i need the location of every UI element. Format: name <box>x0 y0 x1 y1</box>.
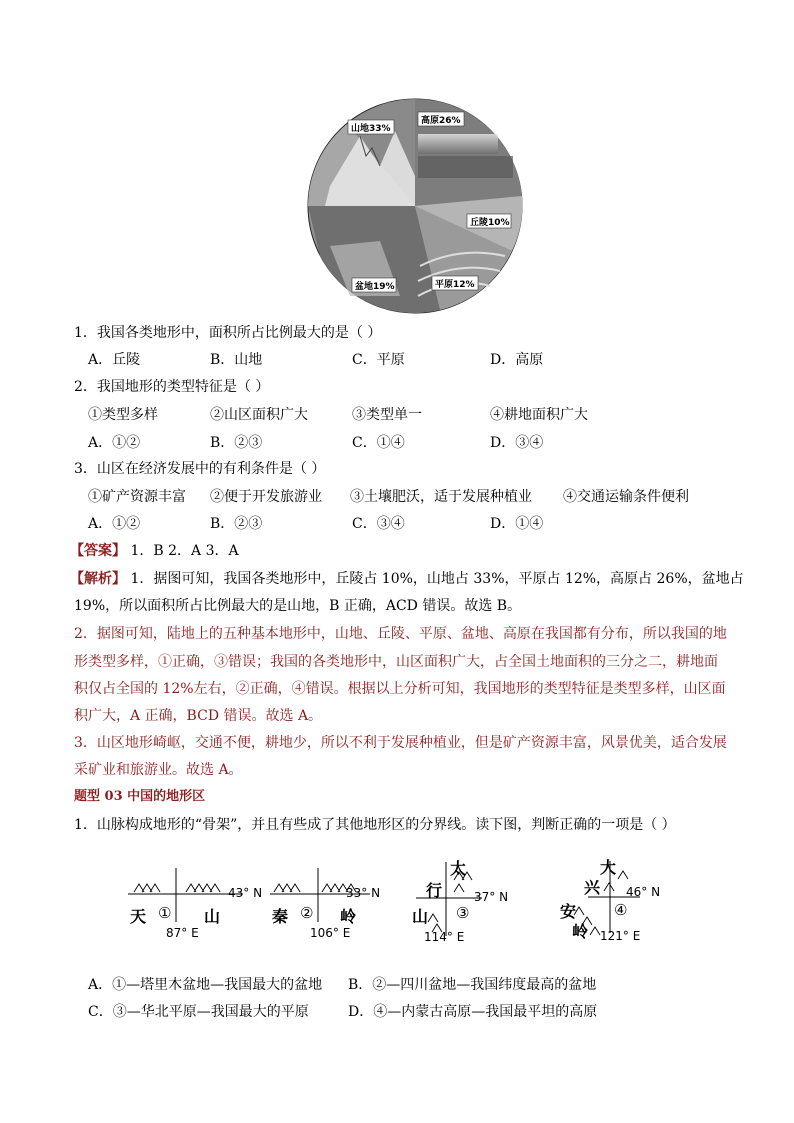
map-tianshan <box>128 862 268 948</box>
analysis-label: 【解析】 <box>70 571 126 587</box>
q2-stem: 2．我国地形的类型特征是（ ） <box>74 379 270 395</box>
map4-char-2: 兴 <box>584 878 601 897</box>
map2-char-1: 秦 <box>272 907 289 926</box>
map4-char-4: 岭 <box>572 922 589 941</box>
q3-item-3: ③土壤肥沃，适于发展种植业 <box>350 489 532 505</box>
q3-item-1: ①矿产资源丰富 <box>88 489 186 505</box>
map-daxinganling <box>560 855 680 947</box>
analysis-p3-line1: 3．山区地形崎岖，交通不便，耕地少，所以不利于发展种植业，但是矿产资源丰富，风景优美，适合发展 <box>74 735 727 751</box>
q3-item-2: ②便于开发旅游业 <box>210 489 322 505</box>
analysis-p2-line3: 积仅占全国的 12%左右，②正确，④错误。根据以上分析可知，我国地形的类型特征是类型多样，山区面 <box>74 681 726 697</box>
q2-option-a[interactable]: A．①② <box>88 435 141 451</box>
answer-line <box>70 540 239 562</box>
q3-stem: 3．山区在经济发展中的有利条件是（ ） <box>74 461 326 477</box>
q3-option-c[interactable]: C．③④ <box>352 516 405 532</box>
section-title: 题型 03 中国的地形区 <box>74 789 206 804</box>
map-qinling <box>270 862 410 948</box>
landform-pie-figure <box>300 96 530 316</box>
pie-label-gaoyuan: 高原26% <box>421 116 461 126</box>
map1-lat: 43° N <box>228 886 263 900</box>
map3-circle: ③ <box>456 904 470 922</box>
analysis-p1-line2: 19%，所以面积所占比例最大的是山地，B 正确，ACD 错误。故选 B。 <box>74 598 522 614</box>
pie-label-shandi: 山地33% <box>351 124 391 134</box>
analysis-line-1 <box>70 568 744 590</box>
map2-char-2: 岭 <box>340 907 357 926</box>
map3-char-2: 行 <box>426 881 443 900</box>
answer-label: 【答案】 <box>70 543 126 559</box>
q1-option-c[interactable]: C．平原 <box>352 352 405 368</box>
q3-option-a[interactable]: A．①② <box>88 516 141 532</box>
q4-stem: 1．山脉构成地形的“骨架”，并且有些成了其他地形区的分界线。读下图，判断正确的一项是（ ） <box>74 817 676 833</box>
q3-option-d[interactable]: D．①④ <box>490 516 544 532</box>
pie-label-pendi: 盆地19% <box>355 282 395 292</box>
q1-option-a[interactable]: A．丘陵 <box>88 352 141 368</box>
map3-lon: 114° E <box>424 930 465 944</box>
q3-option-b[interactable]: B．②③ <box>210 516 263 532</box>
map1-char-2: 山 <box>204 907 221 926</box>
map4-lat: 46° N <box>626 885 661 899</box>
answer-text: 1．B 2．A 3．A <box>130 543 239 559</box>
map2-lat: 33° N <box>346 886 381 900</box>
q2-option-d[interactable]: D．③④ <box>490 435 544 451</box>
q2-item-1: ①类型多样 <box>88 407 158 423</box>
q2-option-c[interactable]: C．①④ <box>352 435 405 451</box>
map3-lat: 37° N <box>474 890 509 904</box>
q4-option-c[interactable]: C．③—华北平原—我国最大的平原 <box>88 1004 309 1020</box>
map4-lon: 121° E <box>600 929 641 943</box>
map2-circle: ② <box>300 904 314 922</box>
analysis-p1-line1: 1．据图可知，我国各类地形中，丘陵占 10%，山地占 33%，平原占 12%，高原占 26%，盆地占 <box>130 571 744 587</box>
map-taihang <box>408 856 528 948</box>
q4-option-b[interactable]: B．②—四川盆地—我国纬度最高的盆地 <box>348 977 597 993</box>
analysis-p2-line2: 形类型多样，①正确，③错误；我国的各类地形中，山区面积广大，占全国土地面积的三分之二，耕地面 <box>74 654 718 670</box>
map4-char-3: 安 <box>560 902 577 921</box>
q1-stem: 1．我国各类地形中，面积所占比例最大的是（ ） <box>74 325 382 341</box>
q3-item-4: ④交通运输条件便利 <box>563 489 689 505</box>
analysis-p2-line1: 2．据图可知，陆地上的五种基本地形中，山地、丘陵、平原、盆地、高原在我国都有分布，所以我国的地 <box>74 626 727 642</box>
analysis-p3-line2: 采矿业和旅游业。故选 A。 <box>74 762 243 778</box>
analysis-p2-line4: 积广大，A 正确，BCD 错误。故选 A。 <box>74 708 323 724</box>
map3-char-3: 山 <box>412 907 429 926</box>
q1-option-b[interactable]: B．山地 <box>210 352 263 368</box>
map2-lon: 106° E <box>310 926 351 940</box>
map1-char-1: 天 <box>130 907 147 926</box>
q1-option-d[interactable]: D．高原 <box>490 352 544 368</box>
q2-option-b[interactable]: B．②③ <box>210 435 263 451</box>
pie-label-qiuling: 丘陵10% <box>470 218 510 228</box>
map1-lon: 87° E <box>166 926 199 940</box>
pie-label-pingyuan: 平原12% <box>435 280 475 290</box>
q4-option-a[interactable]: A．①—塔里木盆地—我国最大的盆地 <box>88 977 323 993</box>
q2-item-2: ②山区面积广大 <box>210 407 308 423</box>
map4-circle: ④ <box>614 901 628 919</box>
map4-char-1: 大 <box>600 858 617 877</box>
q2-item-4: ④耕地面积广大 <box>490 407 588 423</box>
q4-option-d[interactable]: D．④—内蒙古高原—我国最平坦的高原 <box>348 1004 598 1020</box>
q2-item-3: ③类型单一 <box>352 407 422 423</box>
map1-circle: ① <box>158 904 172 922</box>
map3-char-1: 太 <box>450 859 467 878</box>
